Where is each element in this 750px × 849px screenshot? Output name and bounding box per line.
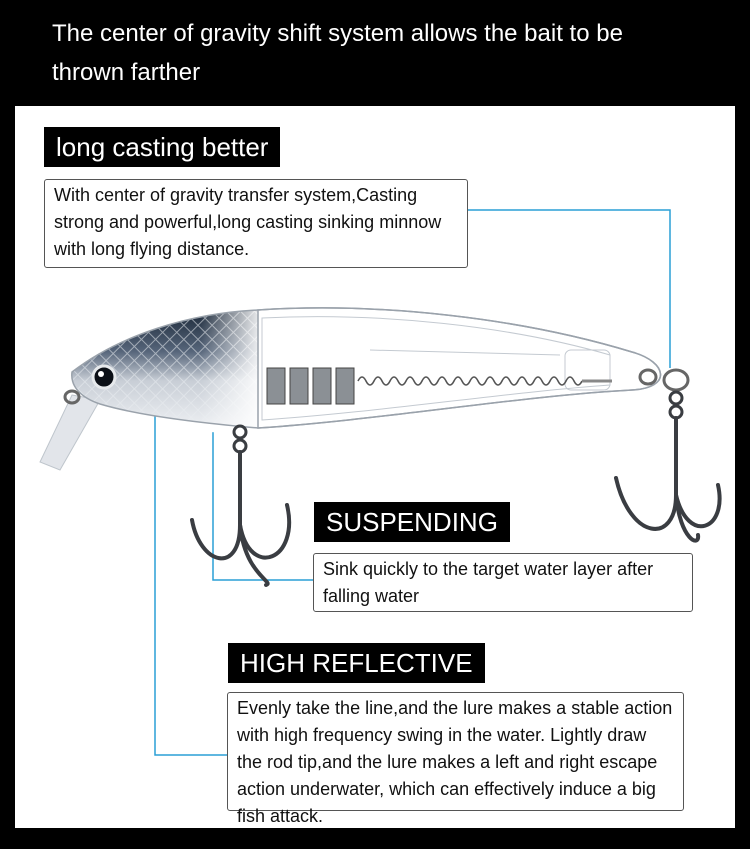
- lure-body: [72, 305, 661, 433]
- description-suspending: Sink quickly to the target water layer after falling water: [313, 553, 693, 612]
- lure-lip: [40, 395, 100, 470]
- lure-eye: [93, 366, 115, 388]
- description-long-casting: With center of gravity transfer system,Casting strong and powerful,long casting sinking minnow with long flying distance.: [44, 179, 468, 268]
- description-high-reflective: Evenly take the line,and the lure makes a stable action with high frequency swing in the water. Lightly draw the rod tip,and the lure makes a left and right escape action underwater, which can effectively induce a big fish attack.: [227, 692, 684, 811]
- leader-line-high-reflective: [155, 415, 227, 755]
- label-long-casting: long casting better: [44, 127, 280, 167]
- label-suspending: SUSPENDING: [314, 502, 510, 542]
- tail-treble-hook: [616, 392, 720, 541]
- header-title: The center of gravity shift system allows the bait to be thrown farther: [52, 20, 623, 86]
- belly-treble-hook: [192, 426, 289, 585]
- label-high-reflective: HIGH REFLECTIVE: [228, 643, 485, 683]
